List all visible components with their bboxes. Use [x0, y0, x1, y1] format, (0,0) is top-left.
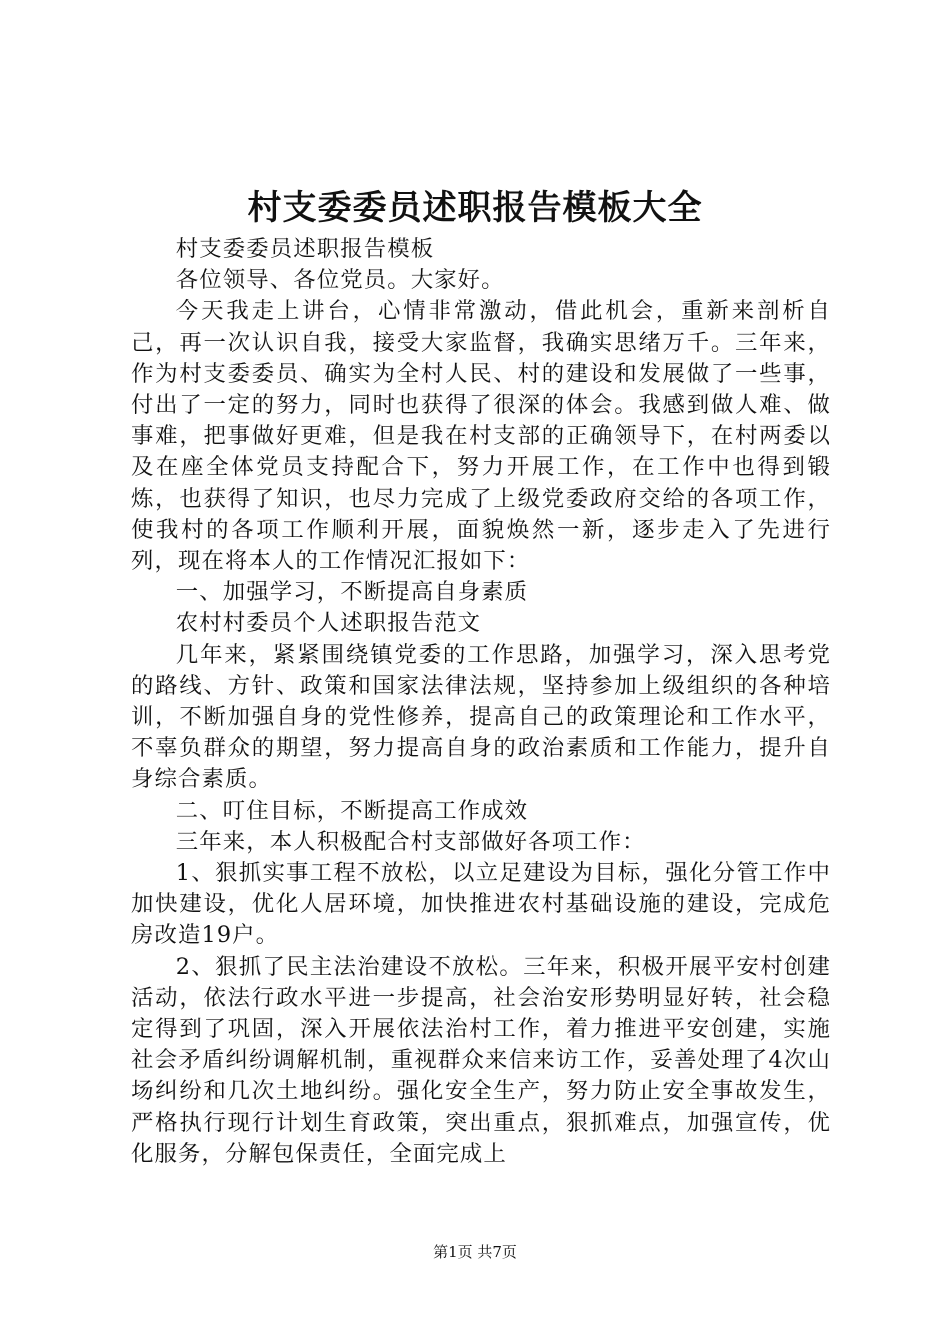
- section-heading-1: 一、加强学习，不断提高自身素质: [175, 579, 529, 606]
- document-title: 村支委委员述职报告模板大全: [247, 188, 703, 228]
- list-item-2: 2、狠抓了民主法治建设不放松。三年来，积极开展平安村创建活动，依法行政水平进一步提高，社会治安形势明显好转，社会稳定得到了巩固，深入开展依法治村工作，着力推进平安创建，实施社会矛盾纠纷调解机制，重视群众来信来访工作，妥善处理了4次山场纠纷和几次土地纠纷。强化安全生产，努力防止安全事故发生，严格执行现行计划生育政策，突出重点，狠抓难点，加强宣传，优化服务，分解包保责任，全面完成上: [131, 953, 831, 1167]
- section-heading-2: 二、叮住目标，不断提高工作成效: [175, 797, 529, 824]
- subtitle-paragraph: 村支委委员述职报告模板: [175, 236, 435, 262]
- page-number-footer: 第1页 共7页: [433, 1243, 517, 1261]
- document-body: [131, 234, 831, 1170]
- body-paragraph: 几年来，紧紧围绕镇党委的工作思路，加强学习，深入思考党的路线、方针、政策和国家法律法规，坚持参加上级组织的各种培训，不断加强自身的党性修养，提高自己的政策理论和工作水平，不辜负群众的期望，努力提高自身的政治素质和工作能力，提升自身综合素质。: [131, 641, 831, 793]
- subheading-paragraph: 农村村委员个人述职报告范文: [175, 610, 482, 637]
- intro-paragraph: 今天我走上讲台，心情非常激动，借此机会，重新来剖析自己，再一次认识自我，接受大家监督，我确实思绪万千。三年来，作为村支委委员、确实为全村人民、村的建设和发展做了一些事，付出了一定的努力，同时也获得了很深的体会。我感到做人难、做事难，把事做好更难，但是我在村支部的正确领导下，在村两委以及在座全体党员支持配合下，努力开展工作，在工作中也得到锻炼，也获得了知识，也尽力完成了上级党委政府交给的各项工作，使我村的各项工作顺利开展，面貌焕然一新，逐步走入了先进行列，现在将本人的工作情况汇报如下：: [131, 298, 831, 575]
- salutation-paragraph: 各位领导、各位党员。大家好。: [175, 267, 505, 294]
- list-item-1: 1、狠抓实事工程不放松，以立足建设为目标，强化分管工作中加快建设，优化人居环境，加快推进农村基础设施的建设，完成危房改造19户。: [131, 860, 831, 949]
- body-paragraph: 三年来，本人积极配合村支部做好各项工作：: [175, 828, 646, 855]
